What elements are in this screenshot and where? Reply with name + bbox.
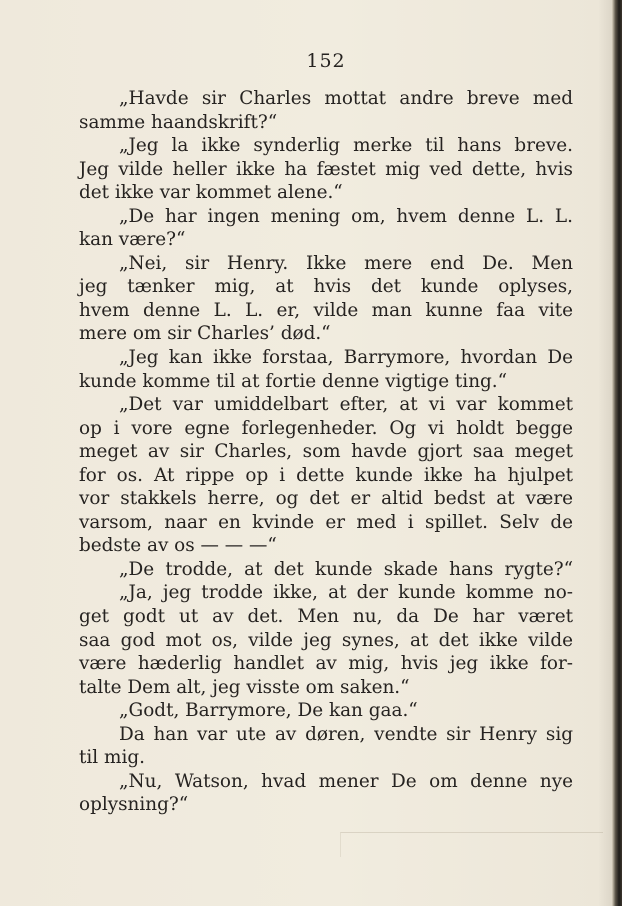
text-line: hvem denne L. L. er, vilde man kunne faa vite xyxy=(79,299,573,321)
text-line: for os. At rippe op i dette kunde ikke ha hjulpet xyxy=(79,464,573,486)
text-line: mere om sir Charles’ død.“ xyxy=(79,323,331,345)
text-line: „Godt, Barrymore, De kan gaa.“ xyxy=(119,700,418,722)
text-line: Jeg vilde heller ikke ha fæstet mig ved dette, hvis xyxy=(79,158,573,180)
text-line: samme haandskrift?“ xyxy=(79,111,278,133)
text-line: saa god mot os, vilde jeg synes, at det ikke vilde xyxy=(79,629,573,651)
text-line: Da han var ute av døren, vendte sir Henry sig xyxy=(119,723,573,745)
text-line: „Nu, Watson, hvad mener De om denne nye xyxy=(119,770,573,792)
text-line: „Havde sir Charles mottat andre breve med xyxy=(119,88,573,109)
text-line: kunde komme til at fortie denne vigtige ting.“ xyxy=(79,370,508,392)
spine-shadow xyxy=(598,0,612,906)
text-line: varsom, naar en kvinde er med i spillet. Selv de xyxy=(79,511,573,533)
text-line: „Nei, sir Henry. Ikke mere end De. Men xyxy=(119,252,573,274)
text-line: „Jeg la ikke synderlig merke til hans breve. xyxy=(119,135,573,157)
text-line: bedste av os — — —“ xyxy=(79,535,277,557)
text-line: kan være?“ xyxy=(79,229,186,251)
text-line: oplysning?“ xyxy=(79,794,189,816)
text-line: „Ja, jeg trodde ikke, at der kunde komme no- xyxy=(119,582,573,604)
text-line: til mig. xyxy=(79,747,145,769)
page-number: 152 xyxy=(306,50,346,72)
text-line: „De har ingen mening om, hvem denne L. L. xyxy=(119,205,573,227)
text-line: „Jeg kan ikke forstaa, Barrymore, hvordan De xyxy=(119,347,573,369)
text-line: get godt ut av det. Men nu, da De har været xyxy=(79,606,573,628)
text-line: jeg tænker mig, at hvis det kunde oplyses, xyxy=(79,276,573,298)
paper-mark xyxy=(340,832,603,857)
text-line: „De trodde, at det kunde skade hans rygte?“ xyxy=(119,558,573,580)
page-text xyxy=(79,87,573,817)
text-line: talte Dem alt, jeg visste om saken.“ xyxy=(79,676,410,698)
text-line: være hæderlig handlet av mig, hvis jeg ikke for- xyxy=(79,653,573,675)
text-line: meget av sir Charles, som havde gjort saa meget xyxy=(79,441,573,463)
text-line: vor stakkels herre, og det er altid bedst at være xyxy=(79,488,573,510)
text-line: op i vore egne forlegenheder. Og vi holdt begge xyxy=(79,417,573,439)
book-spine xyxy=(612,0,622,906)
text-line: det ikke var kommet alene.“ xyxy=(79,182,343,204)
text-line: „Det var umiddelbart efter, at vi var kommet xyxy=(119,394,573,416)
